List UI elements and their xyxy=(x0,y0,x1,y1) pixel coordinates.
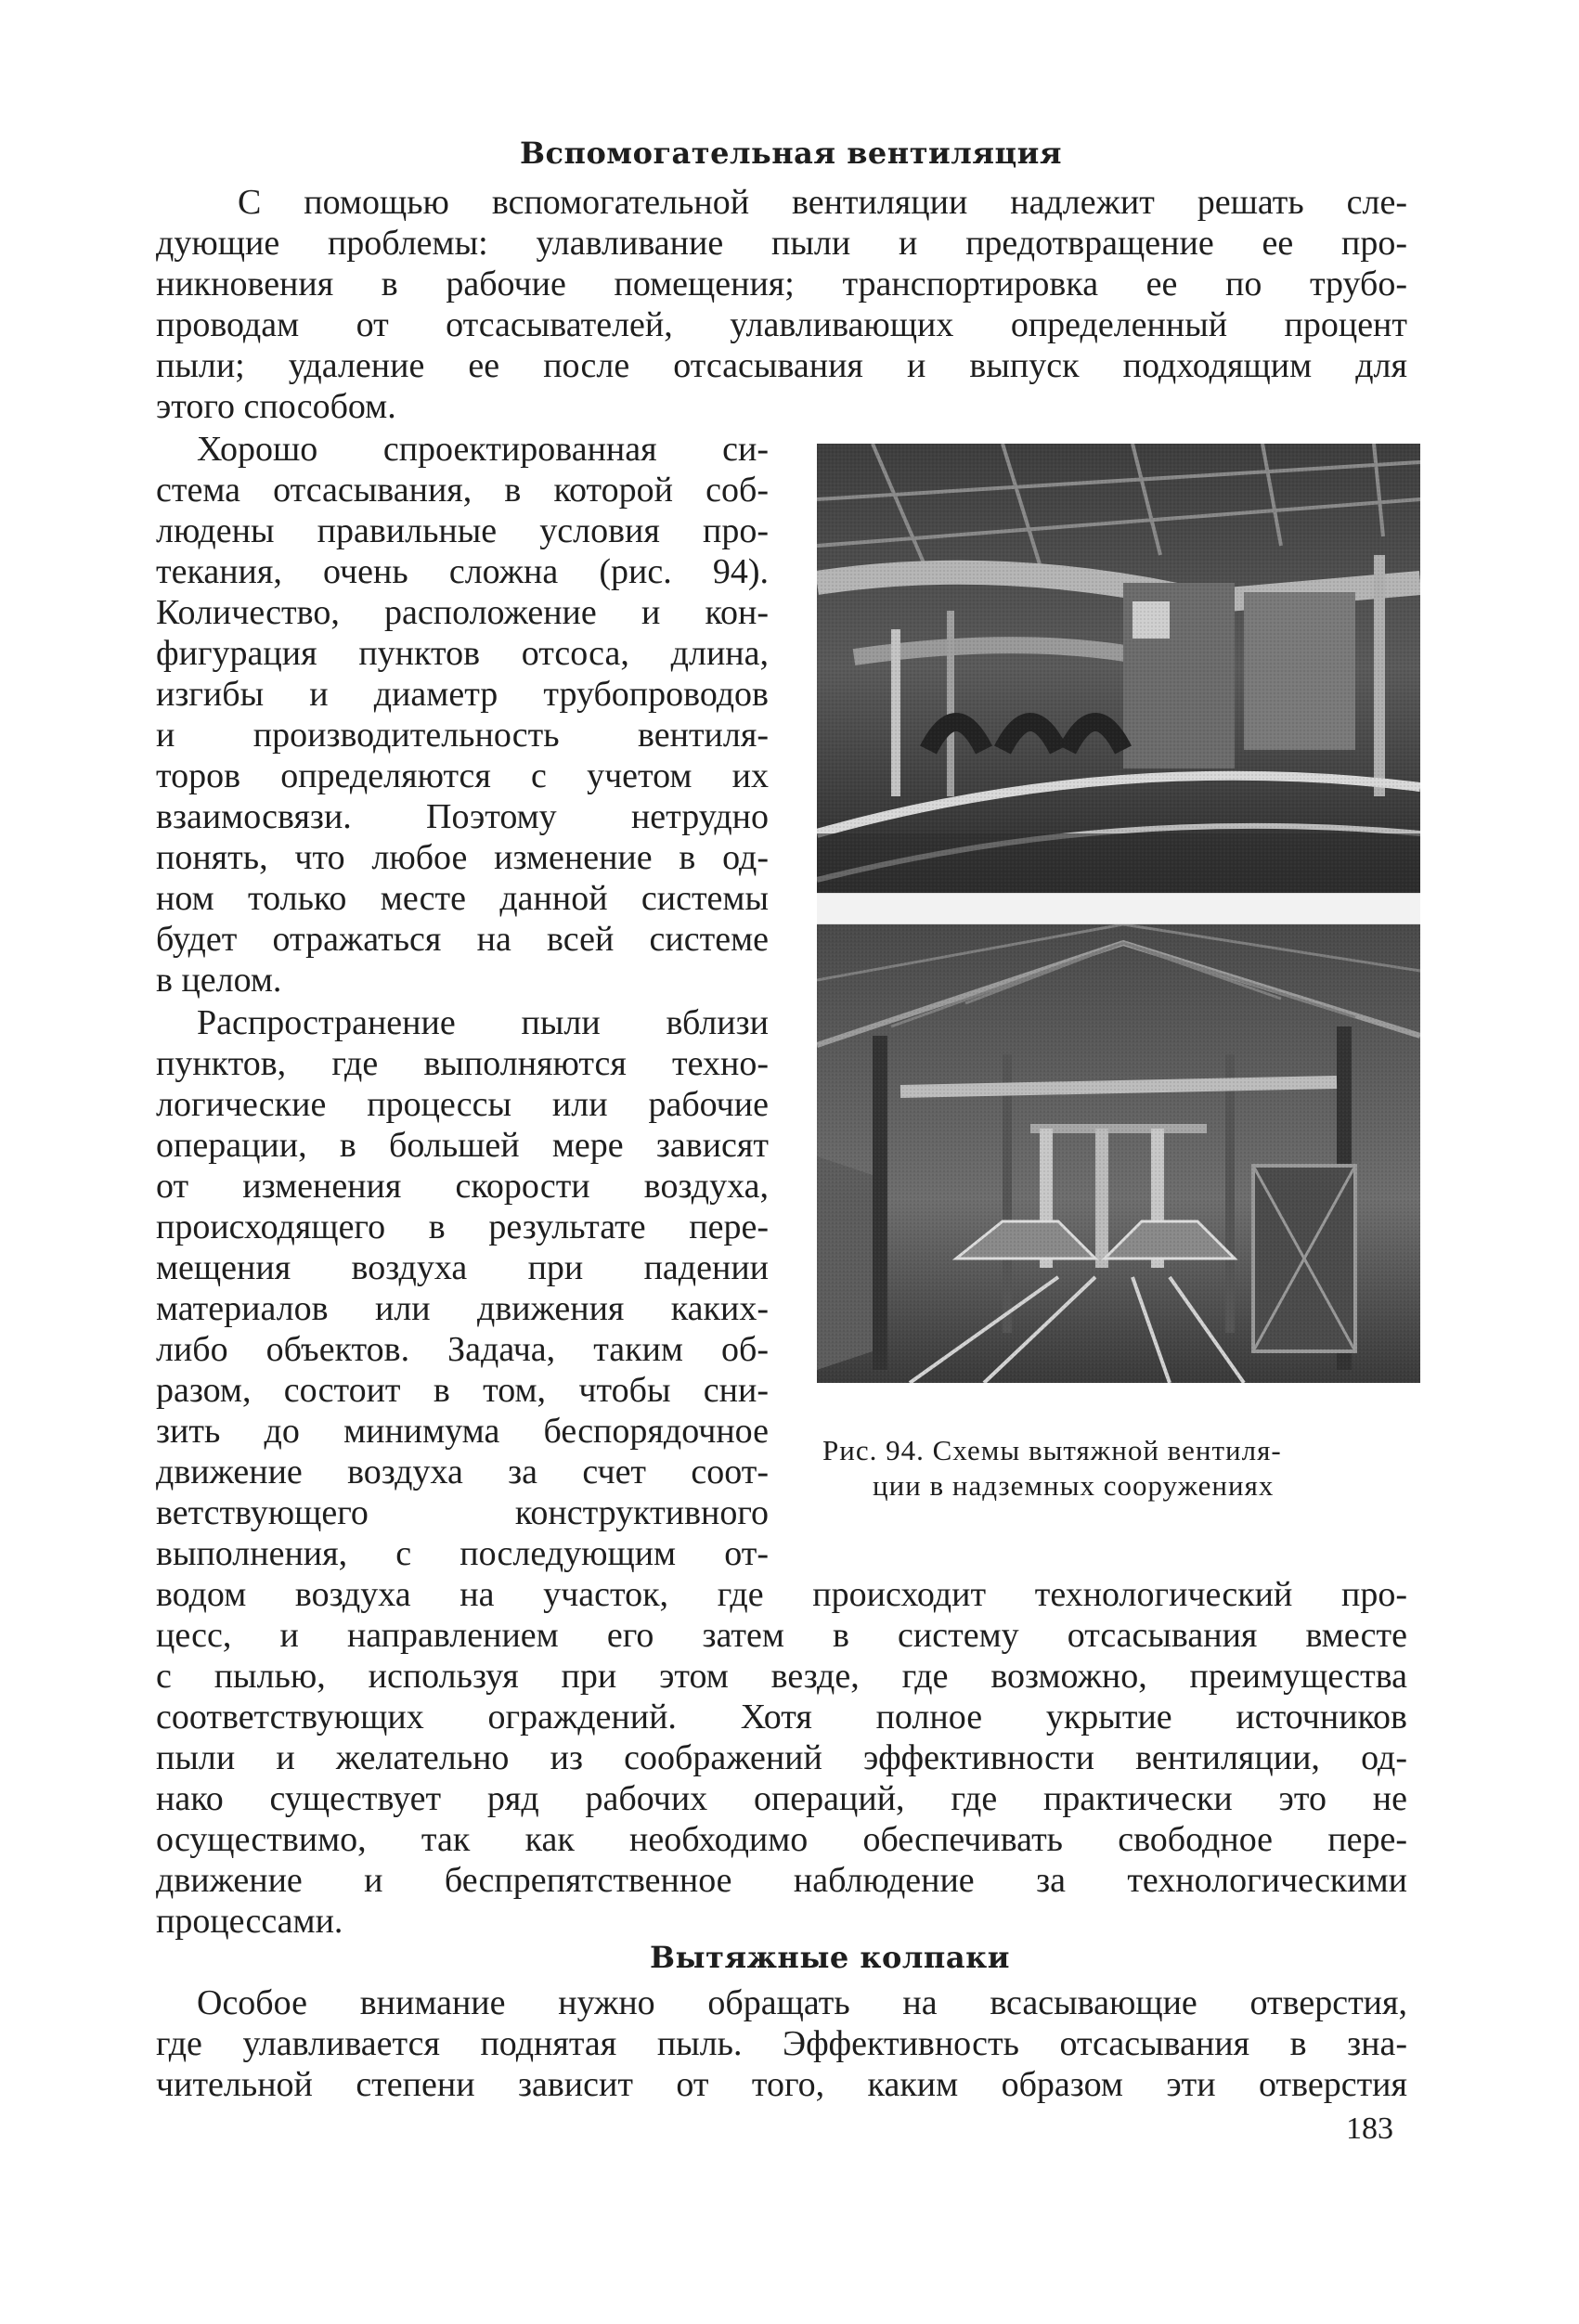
text-line: с пылью, используя при этом везде, где возможно, преимущества xyxy=(156,1657,1407,1696)
text-line: от изменения скорости воздуха, xyxy=(156,1167,769,1206)
text-line: Распространение пыли вблизи xyxy=(197,1003,769,1042)
text-line: людены правильные условия про- xyxy=(156,511,769,550)
text-line: текания, очень сложна (рис. 94). xyxy=(156,552,769,591)
text-line: происходящего в результате пере- xyxy=(156,1207,769,1246)
text-line: будет отражаться на всей системе xyxy=(156,920,769,959)
text-line: движение и беспрепятственное наблюдение за технологическими xyxy=(156,1861,1407,1900)
text-line: где улавливается поднятая пыль. Эффективность отсасывания в зна- xyxy=(156,2024,1407,2063)
text-line: либо объектов. Задача, таким об- xyxy=(156,1330,769,1369)
text-line: понять, что любое изменение в од- xyxy=(156,838,769,877)
text-line: соответствующих ограждений. Хотя полное укрытие источников xyxy=(156,1698,1407,1737)
text-line: выполнения, с последующим от- xyxy=(156,1534,769,1573)
text-line: стема отсасывания, в которой соб- xyxy=(156,471,769,510)
text-line: мещения воздуха при падении xyxy=(156,1248,769,1287)
text-line: в целом. xyxy=(156,961,282,1000)
text-line: С помощью вспомогательной вентиляции надлежит решать сле- xyxy=(238,183,1407,222)
figure-caption-line2: ции в надземных сооружениях xyxy=(873,1469,1275,1502)
photo-ventilation-hall-top xyxy=(817,444,1420,893)
page-number: 183 xyxy=(1346,2111,1393,2146)
text-line: фигурация пунктов отсоса, длина, xyxy=(156,634,769,673)
text-line: пунктов, где выполняются техно- xyxy=(156,1044,769,1083)
figure-caption-line1: Рис. 94. Схемы вытяжной вентиля- xyxy=(822,1434,1282,1466)
text-line: водом воздуха на участок, где происходит технологический про- xyxy=(156,1575,1407,1614)
text-line: зить до минимума беспорядочное xyxy=(156,1412,769,1451)
text-line: ном только месте данной системы xyxy=(156,879,769,918)
text-line: дующие проблемы: улавливание пыли и предотвращение ее про- xyxy=(156,224,1407,263)
text-line: изгибы и диаметр трубопроводов xyxy=(156,675,769,714)
text-line: Особое внимание нужно обращать на всасывающие отверстия, xyxy=(197,1983,1407,2022)
text-line: пыли; удаление ее после отсасывания и выпуск подходящим для xyxy=(156,346,1407,385)
text-line: этого способом. xyxy=(156,387,396,426)
text-line: процессами. xyxy=(156,1902,343,1941)
text-line: чительной степени зависит от того, каким образом эти отверстия xyxy=(156,2065,1407,2104)
text-line: взаимосвязи. Поэтому нетрудно xyxy=(156,797,769,836)
text-line: никновения в рабочие помещения; транспортировка ее по трубо- xyxy=(156,265,1407,303)
text-line: ветствующего конструктивного xyxy=(156,1493,769,1532)
text-line: материалов или движения каких- xyxy=(156,1289,769,1328)
text-line: осуществимо, так как необходимо обеспечивать свободное пере- xyxy=(156,1820,1407,1859)
text-line: операции, в большей мере зависят xyxy=(156,1126,769,1165)
text-line: пыли и желательно из соображений эффективности вентиляции, од- xyxy=(156,1738,1407,1777)
text-line: Хорошо спроектированная си- xyxy=(197,430,769,469)
text-line: цесс, и направлением его затем в систему отсасывания вместе xyxy=(156,1616,1407,1655)
section-heading-auxiliary-ventilation: Вспомогательная вентиляция xyxy=(520,136,1062,171)
text-line: движение воздуха за счет соот- xyxy=(156,1452,769,1491)
section-heading-exhaust-hoods: Вытяжные колпаки xyxy=(650,1940,1010,1975)
text-line: торов определяются с учетом их xyxy=(156,756,769,795)
figure-94 xyxy=(817,444,1420,1383)
text-line: логические процессы или рабочие xyxy=(156,1085,769,1124)
text-line: проводам от отсасывателей, улавливающих определенный процент xyxy=(156,305,1407,344)
text-line: Количество, расположение и кон- xyxy=(156,593,769,632)
text-line: нако существует ряд рабочих операций, где практически это не xyxy=(156,1779,1407,1818)
photo-ventilation-hall-bottom xyxy=(817,924,1420,1383)
photo-divider xyxy=(817,893,1420,924)
text-line: и производительность вентиля- xyxy=(156,716,769,755)
text-line: разом, состоит в том, чтобы сни- xyxy=(156,1371,769,1410)
